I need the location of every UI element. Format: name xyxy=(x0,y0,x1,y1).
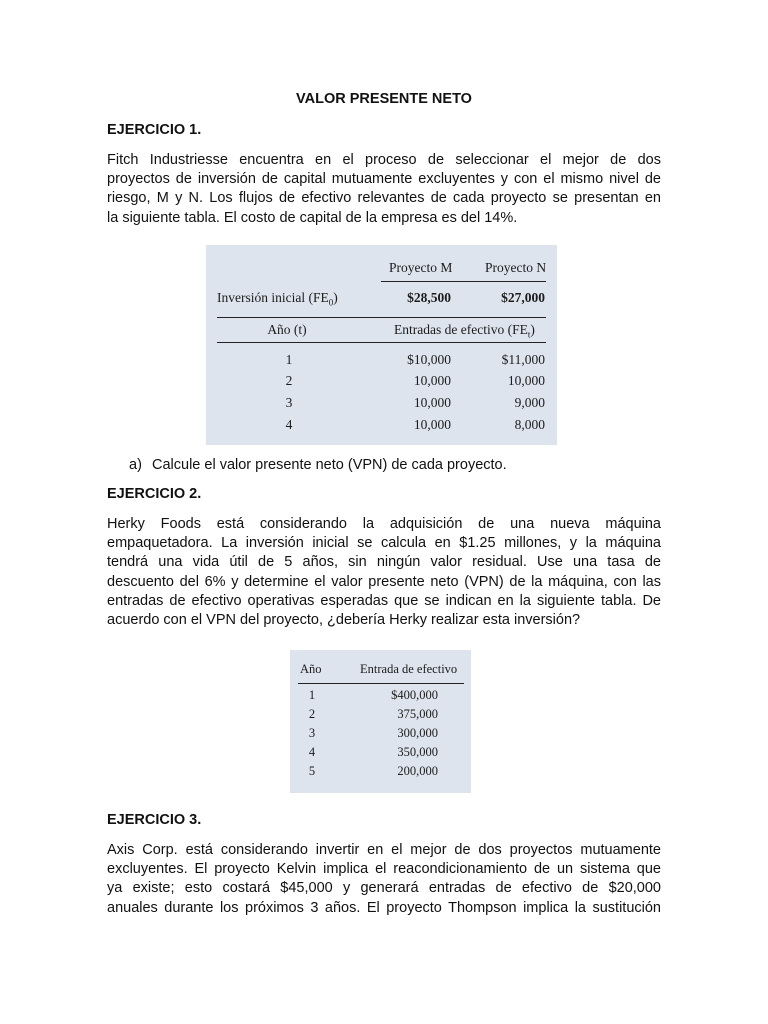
paragraph-line: tendrá una vida útil de 5 años, sin ningún valor residual. Use una tasa de xyxy=(107,554,661,571)
year-cell: 4 xyxy=(285,417,293,432)
initial-investment-m: $28,500 xyxy=(407,290,451,305)
year-cell: 1 xyxy=(285,352,293,367)
question-text: Calcule el valor presente neto (VPN) de cada proyecto. xyxy=(152,457,507,473)
project-n-cell: 10,000 xyxy=(507,373,545,388)
exercise-1-question xyxy=(129,457,507,473)
project-m-cell: 10,000 xyxy=(413,417,451,432)
year-cell: 2 xyxy=(308,707,316,721)
year-cell: 4 xyxy=(308,745,316,759)
cash-inflow-cell: 375,000 xyxy=(397,707,438,721)
col-header-year: Año xyxy=(300,662,322,676)
project-n-cell: 9,000 xyxy=(514,395,545,410)
year-cell: 1 xyxy=(308,688,316,702)
initial-investment-n: $27,000 xyxy=(501,290,545,305)
project-m-cell: 10,000 xyxy=(413,373,451,388)
project-n-cell: $11,000 xyxy=(501,352,545,367)
year-cell: 2 xyxy=(285,373,293,388)
exercise-2-paragraph xyxy=(107,515,661,630)
cash-inflows-label: Entradas de efectivo $(FE_t)$ xyxy=(394,322,535,340)
paragraph-line: Axis Corp. está considerando invertir en el mejor de dos proyectos mutuamente xyxy=(107,842,661,858)
cash-inflow-cell: 200,000 xyxy=(397,764,438,778)
year-cell: 3 xyxy=(285,395,293,410)
cash-inflow-cell: 350,000 xyxy=(397,745,438,759)
paragraph-line: descuento del 6% y determine el valor presente neto (VPN) de la máquina, con las xyxy=(107,573,661,590)
cash-inflow-cell: $400,000 xyxy=(391,688,438,702)
paragraph-line: empaquetadora. La inversión inicial se calcula en $1.25 millones, y la máquina xyxy=(107,535,661,552)
paragraph-line: excluyentes. El proyecto Kelvin implica el reacondicionamiento de un sistema que xyxy=(107,861,661,878)
exercise-2-heading: EJERCICIO 2. xyxy=(107,486,202,502)
machine-cashflow-table xyxy=(290,650,471,793)
col-header-cash-inflow: Entrada de efectivo xyxy=(360,662,458,676)
paragraph-line: anuales durante los próximos 3 años. El proyecto Thompson implica la sustitución xyxy=(107,899,661,916)
paragraph-line: Fitch Industriesse encuentra en el proceso de seleccionar el mejor de dos xyxy=(107,152,661,168)
paragraph-line: la siguiente tabla. El costo de capital de la empresa es del 14%. xyxy=(107,209,518,226)
column-header-rule xyxy=(217,342,546,343)
paragraph-line: entradas de efectivo operativas esperadas que se indican en la siguiente tabla. De xyxy=(107,592,661,609)
paragraph-line: ya existe; esto costará $45,000 y generará entradas de efectivo de $20,000 xyxy=(107,880,661,897)
project-m-cell: 10,000 xyxy=(413,395,451,410)
cash-inflow-cell: 300,000 xyxy=(397,726,438,740)
year-cell: 3 xyxy=(308,726,316,740)
col-header-project-n: Proyecto N xyxy=(485,260,547,275)
project-n-cell: 8,000 xyxy=(514,417,545,432)
year-column-label: Año (t) xyxy=(267,322,307,337)
document-title: VALOR PRESENTE NETO xyxy=(296,91,472,107)
paragraph-line: acuerdo con el VPN del proyecto, ¿debería Herky realizar esta inversión? xyxy=(107,612,581,629)
year-cell: 5 xyxy=(308,764,316,778)
exercise-1-heading: EJERCICIO 1. xyxy=(107,122,202,138)
paragraph-line: proyectos de inversión de capital mutuamente excluyentes y con el mismo nivel de xyxy=(107,171,661,188)
header-rule xyxy=(298,683,464,684)
initial-investment-label: Inversión inicial $(FE_0)$ xyxy=(217,290,338,308)
exercise-3-paragraph xyxy=(107,841,661,918)
question-label: a) xyxy=(129,457,142,473)
project-m-cell: $10,000 xyxy=(407,352,451,367)
header-rule xyxy=(381,281,546,282)
col-header-project-m: Proyecto M xyxy=(389,260,453,275)
paragraph-line: riesgo, M y N. Los flujos de efectivo relevantes de cada proyecto se presentan en xyxy=(107,190,661,207)
projects-cashflow-table xyxy=(206,245,557,445)
exercise-3-heading: EJERCICIO 3. xyxy=(107,812,202,828)
paragraph-line: Herky Foods está considerando la adquisición de una nueva máquina xyxy=(107,516,661,532)
exercise-1-paragraph xyxy=(107,151,661,228)
section-rule xyxy=(217,317,546,318)
